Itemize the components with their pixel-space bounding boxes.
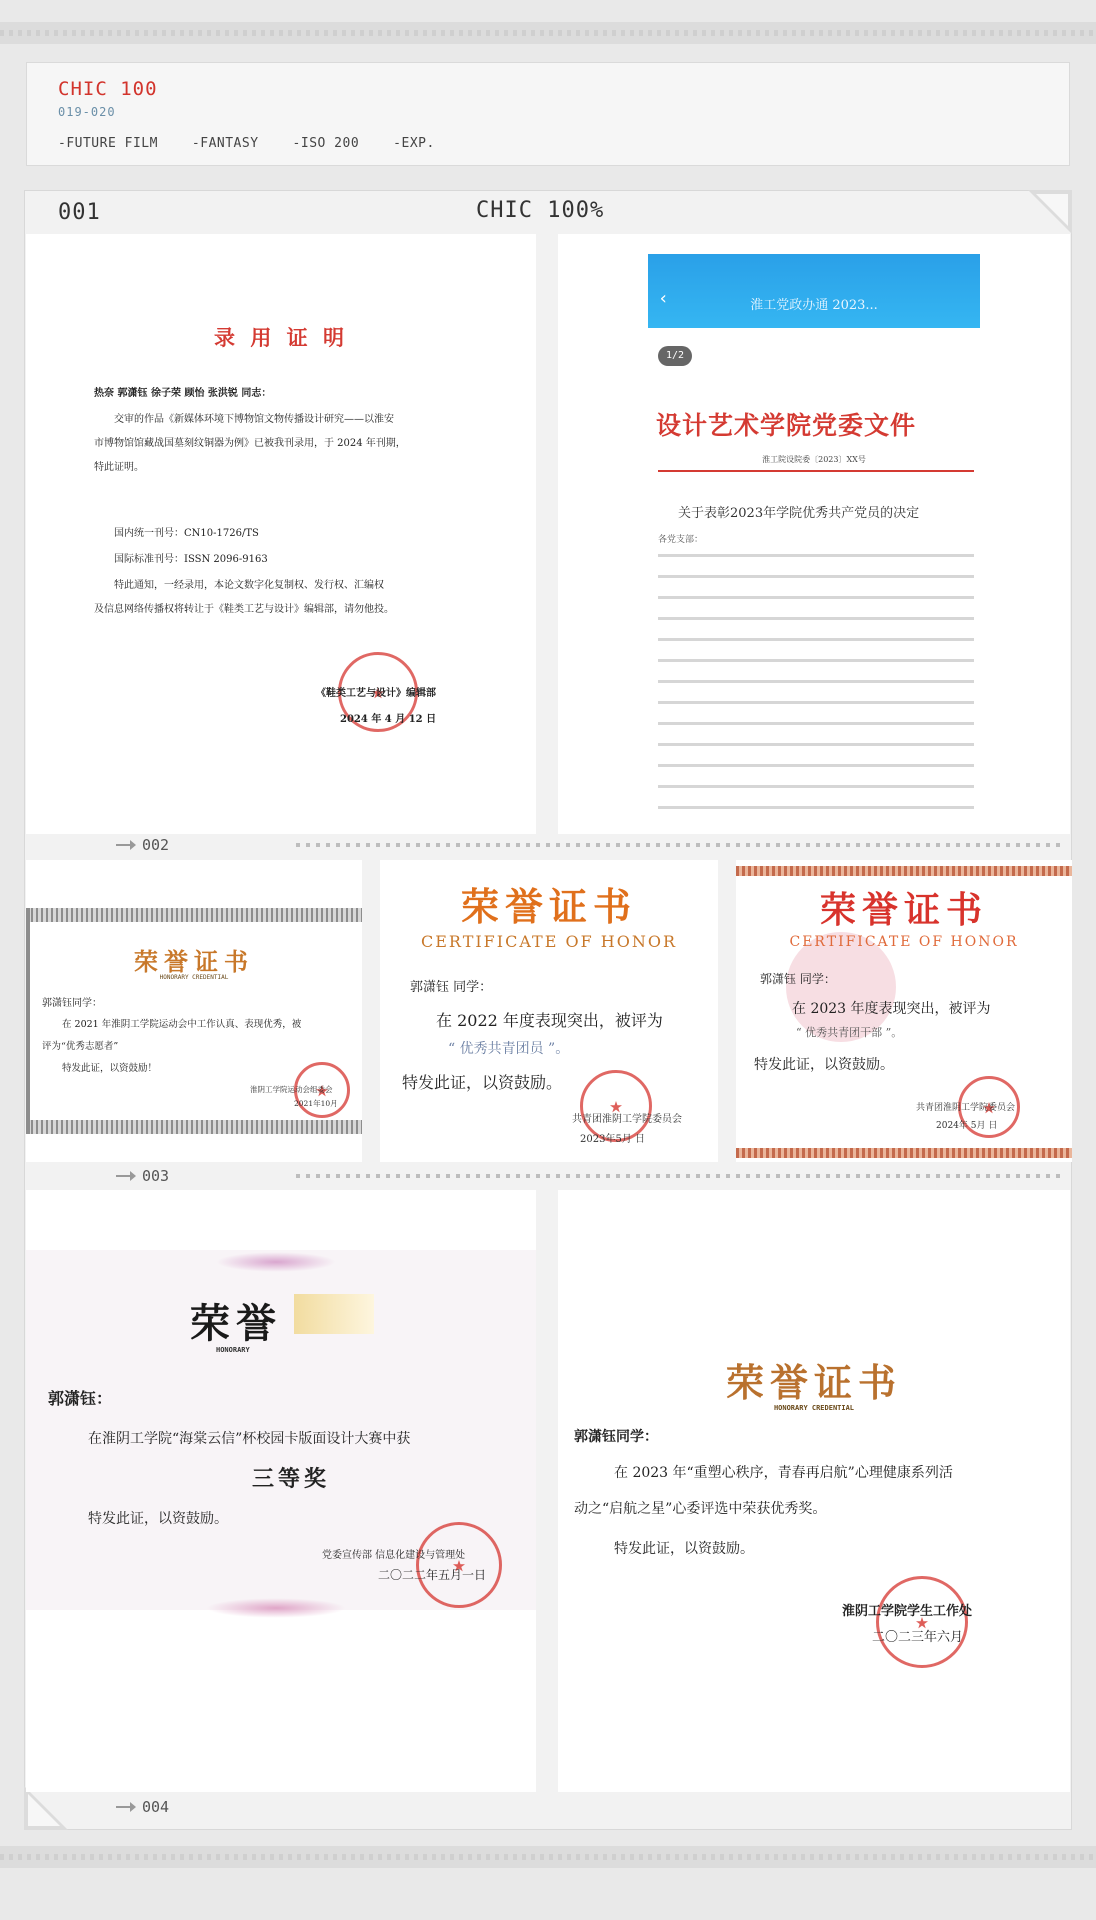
border-pattern <box>26 908 362 922</box>
border-pattern <box>736 866 1072 876</box>
border-pattern <box>736 1148 1072 1158</box>
cert-title: 荣誉证书 <box>725 1360 902 1405</box>
photo-volunteer-certificate[interactable] <box>26 860 362 1162</box>
photo-acceptance-certificate[interactable] <box>26 234 536 834</box>
red-seal-stamp <box>876 1576 968 1668</box>
doc-greeting: 各党支部： <box>658 535 704 545</box>
cert-title: 荣誉证书 <box>460 884 637 929</box>
cert-subtitle: CERTIFICATE OF HONOR <box>789 934 1019 950</box>
film-perforation-bottom <box>0 1846 1096 1868</box>
doc-org: 《鞋类工艺与设计》编辑部 <box>316 688 436 699</box>
cert-body: 在 2021 年淮阴工学院运动会中工作认真、表现优秀，被 <box>62 1019 302 1030</box>
cert-body: 在 2023 年“重塑心秩序，青春再启航”心理健康系列活 <box>614 1465 953 1481</box>
frame-label: 002 <box>142 836 170 854</box>
frame-number: 001 <box>58 200 101 225</box>
film-tag: -ISO 200 <box>292 136 360 151</box>
cert-recipient: 郭潇钰 同学： <box>760 972 836 986</box>
cert-date: 2023年5月 日 <box>580 1134 645 1145</box>
perforation-dots <box>296 843 1066 847</box>
doc-date: 2024 年 4 月 12 日 <box>340 714 437 725</box>
film-tag: -EXP. <box>393 136 435 151</box>
floral-pattern <box>216 1252 336 1272</box>
cert-date: 二〇二二年五月一日 <box>378 1568 487 1582</box>
photo-league-member-certificate[interactable] <box>380 860 718 1162</box>
film-brand-title: CHIC 100 <box>58 78 158 100</box>
doc-title: 关于表彰2023年学院优秀共产党员的决定 <box>678 506 920 521</box>
cert-body: 特发此证，以资鼓励！ <box>62 1063 158 1074</box>
cert-title: 荣誉 <box>190 1300 282 1347</box>
arrow-right-icon <box>116 844 134 846</box>
frame-strip <box>24 1165 1072 1187</box>
arrow-right-icon <box>116 1175 134 1177</box>
back-arrow-icon: ‹ <box>658 288 669 309</box>
photo-league-cadre-certificate[interactable] <box>736 860 1072 1162</box>
cert-body: 评为“优秀志愿者” <box>42 1041 119 1052</box>
cert-org: 党委宣传部 信息化建设与管理处 <box>322 1550 466 1561</box>
photo-design-award-certificate[interactable] <box>26 1190 536 1792</box>
arrow-right-icon <box>116 1806 134 1808</box>
film-tags <box>58 136 469 151</box>
frame-strip <box>24 1796 1072 1818</box>
film-frame <box>24 190 1072 1830</box>
cert-body: 在 2023 年度表现突出，被评为 <box>792 1001 991 1017</box>
doc-authors: 热奈 郭潇钰 徐子荣 顾怡 张洪锐 同志： <box>94 388 272 399</box>
doc-notice: 及信息网络传播权将转让于《鞋类工艺与设计》编辑部，请勿他投。 <box>94 604 394 615</box>
frame-brand: CHIC 100% <box>476 198 605 223</box>
doc-header: 设计艺术学院党委文件 <box>656 411 917 440</box>
cert-title: 荣誉证书 <box>134 947 254 976</box>
cert-body: 在 2022 年度表现突出，被评为 <box>436 1011 663 1030</box>
doc-issn: 国际标准刊号：ISSN 2096-9163 <box>114 554 268 565</box>
page-indicator: 1/2 <box>658 346 692 366</box>
cert-award: 三等奖 <box>252 1466 331 1492</box>
frame-label: 003 <box>142 1167 170 1185</box>
cert-org: 共青团淮阴工学院委员会 <box>916 1103 1016 1113</box>
border-pattern <box>26 1120 362 1134</box>
doc-cn-number: 国内统一刊号：CN10-1726/TS <box>114 528 259 539</box>
cert-body: 特发此证，以资鼓励。 <box>88 1511 228 1527</box>
doc-number: 淮工院设院委〔2023〕XX号 <box>762 455 866 464</box>
cert-date: 2024年 5月 日 <box>936 1121 998 1131</box>
photo-mental-health-certificate[interactable] <box>558 1190 1070 1792</box>
film-header-card <box>26 62 1070 166</box>
photo-party-document[interactable] <box>558 234 1070 834</box>
frame-label: 004 <box>142 1798 170 1816</box>
perforation-dots <box>296 1174 1066 1178</box>
film-tag: -FUTURE FILM <box>58 136 158 151</box>
cert-body: 特发此证，以资鼓励。 <box>754 1057 894 1073</box>
doc-notice: 特此通知，一经录用，本论文数字化复制权、发行权、汇编权 <box>114 580 384 591</box>
cert-title: 荣誉证书 <box>819 889 988 931</box>
cert-recipient: 郭潇钰： <box>48 1389 113 1408</box>
cert-body: 在淮阴工学院“海棠云信”杯校园卡版面设计大赛中获 <box>88 1431 411 1447</box>
cert-date: 2021年10月 <box>294 1099 338 1108</box>
doc-body: 市博物馆馆藏战国墓刻纹铜器为例》已被我刊录用，于 2024 年刊期， <box>94 438 406 449</box>
frame-strip <box>24 834 1072 856</box>
cert-body: 特发此证，以资鼓励。 <box>614 1541 754 1557</box>
cert-org: 共青团淮阴工学院委员会 <box>572 1114 682 1125</box>
cert-org: 淮阴工学院运动会组委会 <box>250 1085 333 1094</box>
cert-org: 淮阴工学院学生工作处 <box>842 1604 973 1619</box>
doc-body: 特此证明。 <box>94 462 144 473</box>
cert-subtitle: HONORARY CREDENTIAL <box>773 1404 855 1412</box>
cert-subtitle: HONORARY <box>216 1346 250 1354</box>
header-rule <box>658 470 974 472</box>
corner-fold-icon <box>1028 190 1072 234</box>
film-code: 019-020 <box>58 105 116 119</box>
cert-recipient: 郭潇钰 同学： <box>410 980 493 995</box>
film-tag: -FANTASY <box>191 136 259 151</box>
cert-award: “ 优秀共青团员 ”。 <box>448 1041 570 1057</box>
film-perforation-top <box>0 22 1096 44</box>
cert-subtitle: CERTIFICATE OF HONOR <box>421 932 677 951</box>
doc-body: 交审的作品《新媒体环境下博物馆文物传播设计研究——以淮安 <box>114 414 394 425</box>
cert-subtitle: HONORARY CREDENTIAL <box>159 974 229 981</box>
cert-body: 特发此证，以资鼓励。 <box>402 1073 563 1092</box>
frame-top-bar <box>24 190 1072 234</box>
doc-blurred-text <box>658 554 974 824</box>
doc-title: 录 用 证 明 <box>214 325 348 350</box>
red-seal-stamp <box>416 1522 502 1608</box>
cert-body: 动之“启航之星”心委评选中荣获优秀奖。 <box>574 1501 827 1517</box>
floral-pattern <box>206 1598 346 1618</box>
cert-recipient: 郭潇钰同学： <box>574 1429 658 1445</box>
gold-foil <box>294 1294 374 1334</box>
cert-recipient: 郭潇钰同学： <box>42 998 102 1009</box>
app-bar <box>648 254 980 328</box>
cert-date: 二〇二三年六月 <box>872 1630 964 1645</box>
app-bar-title: 淮工党政办通 2023... <box>750 298 878 313</box>
cert-award: “ 优秀共青团干部 ”。 <box>796 1026 903 1039</box>
